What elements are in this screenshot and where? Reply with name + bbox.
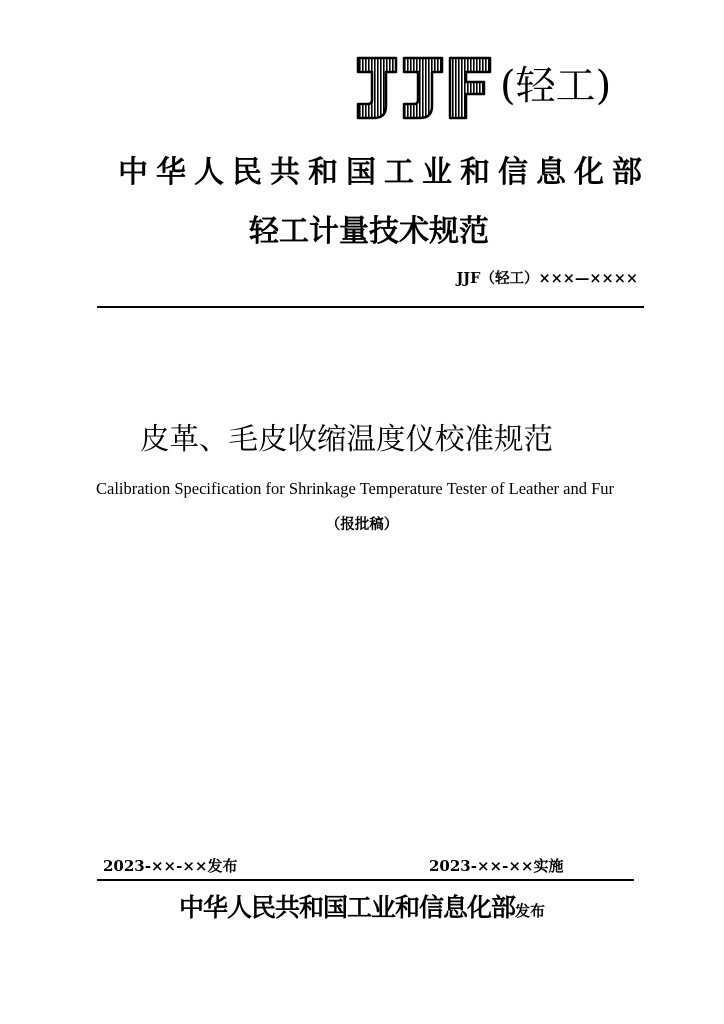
effective-date: 2023-××-××实施 bbox=[429, 857, 564, 875]
jjf-logo-mark bbox=[356, 56, 492, 120]
issuing-authority: 中华人民共和国工业和信息化部 bbox=[118, 155, 650, 190]
header-divider bbox=[97, 306, 644, 308]
jjf-logo bbox=[356, 56, 492, 120]
draft-status: （报批稿） bbox=[325, 517, 399, 533]
logo-suffix-light-industry: (轻工) bbox=[500, 63, 612, 109]
document-title-english: Calibration Specification for Shrinkage Temperature Tester of Leather and Fur bbox=[96, 479, 615, 498]
document-number: JJF（轻工）×××—×××× bbox=[456, 270, 638, 287]
footer-divider bbox=[97, 879, 634, 881]
publisher-suffix: 发布 bbox=[515, 902, 546, 920]
publisher-name: 中华人民共和国工业和信息化部 bbox=[179, 893, 516, 922]
specification-series: 轻工计量技术规范 bbox=[249, 214, 489, 249]
publisher-line bbox=[179, 895, 545, 920]
release-date: 2023-××-××发布 bbox=[103, 857, 238, 875]
document-title-chinese: 皮革、毛皮收缩温度仪校准规范 bbox=[140, 422, 554, 456]
